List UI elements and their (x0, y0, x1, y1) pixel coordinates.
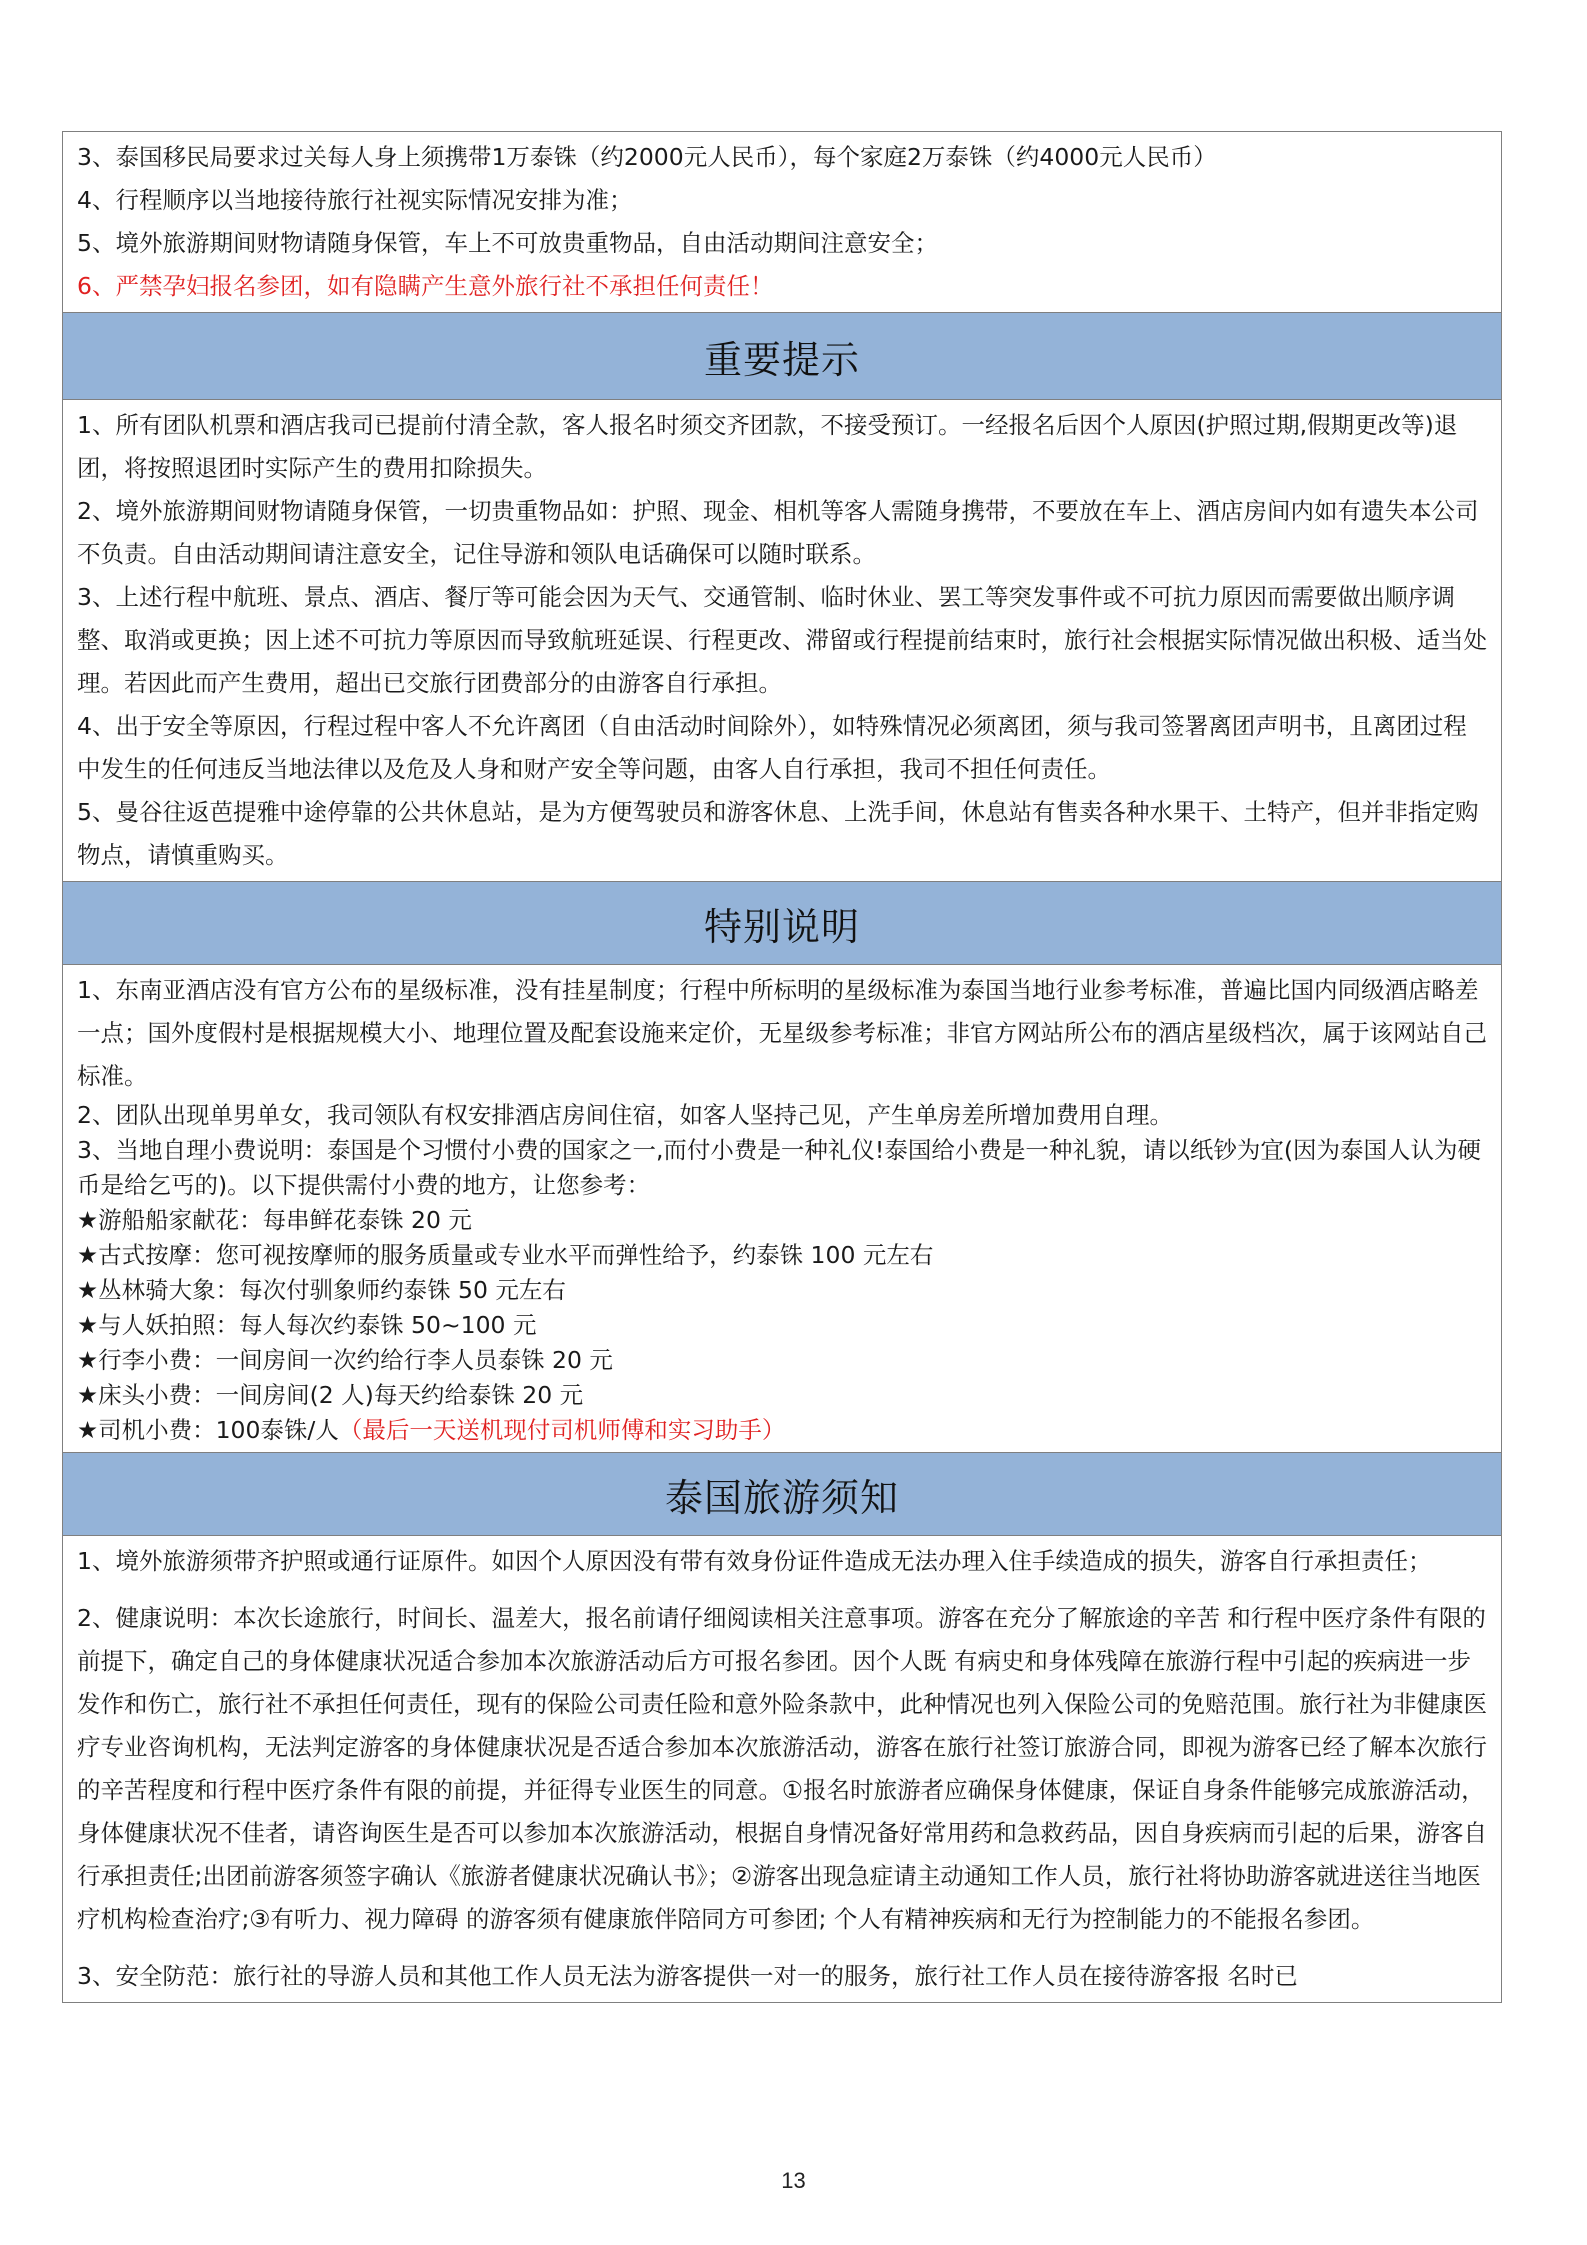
tip-item: ★床头小费：一间房间(2 人)每天约给泰铢 20 元 (77, 1381, 584, 1409)
section-title: 特别说明 (703, 904, 860, 949)
important-item: 5、曼谷往返芭提雅中途停靠的公共休息站，是为方便驾驶员和游客休息、上洗手间，休息站有售卖各种水果干、土特产，但并非指定购物点，请慎重购买。 (77, 798, 1479, 869)
section-title: 重要提示 (703, 337, 860, 382)
section-title: 泰国旅游须知 (664, 1475, 899, 1520)
driver-tip-text: ★司机小费：100泰铢/人 (77, 1416, 339, 1444)
section-header-special (63, 882, 1501, 965)
tip-item-driver (77, 1413, 1489, 1448)
special-item: 3、当地自理小费说明：泰国是个习惯付小费的国家之一,而付小费是一种礼仪!泰国给小费是一种礼貌，请以纸钞为宜(因为泰国人认为硬币是给乞丐的)。以下提供需付小费的地方，让您参考： (77, 1136, 1482, 1199)
notice-block (63, 1536, 1501, 2002)
special-item: 2、团队出现单男单女，我司领队有权安排酒店房间住宿，如客人坚持己见，产生单房差所增加费用自理。 (77, 1101, 1173, 1129)
important-item: 3、上述行程中航班、景点、酒店、餐厅等可能会因为天气、交通管制、临时休业、罢工等突发事件或不可抗力原因而需要做出顺序调整、取消或更换；因上述不可抗力等原因而导致航班延误、行程更改、滞留或行程提前结束时，旅行社会根据实际情况做出积极、适当处理。若因此而产生费用，超出已交旅行团费部分的由游客自行承担。 (77, 583, 1487, 697)
note-6-warning: 6、严禁孕妇报名参团，如有隐瞒产生意外旅行社不承担任何责任！ (77, 272, 774, 300)
tip-item: ★古式按摩：您可视按摩师的服务质量或专业水平而弹性给予，约泰铢 100 元左右 (77, 1241, 934, 1269)
note-3: 3、泰国移民局要求过关每人身上须携带1万泰铢（约2000元人民币），每个家庭2万泰铢（约4000元人民币） (77, 143, 1217, 171)
special-block (63, 965, 1501, 1453)
section-header-important (63, 313, 1501, 400)
tip-item: ★丛林骑大象：每次付驯象师约泰铢 50 元左右 (77, 1276, 566, 1304)
notice-item: 1、境外旅游须带齐护照或通行证原件。如因个人原因没有带有效身份证件造成无法办理入住手续造成的损失，游客自行承担责任； (77, 1547, 1432, 1575)
document-frame (62, 131, 1502, 2003)
tip-item: ★与人妖拍照：每人每次约泰铢 50~100 元 (77, 1311, 537, 1339)
important-item: 4、出于安全等原因，行程过程中客人不允许离团（自由活动时间除外），如特殊情况必须离团，须与我司签署离团声明书，且离团过程中发生的任何违反当地法律以及危及人身和财产安全等问题，由客人自行承担，我司不担任何责任。 (77, 712, 1467, 783)
important-item: 1、所有团队机票和酒店我司已提前付清全款，客人报名时须交齐团款，不接受预订。一经报名后因个人原因(护照过期,假期更改等)退团，将按照退团时实际产生的费用扣除损失。 (77, 411, 1458, 482)
note-5: 5、境外旅游期间财物请随身保管，车上不可放贵重物品，自由活动期间注意安全； (77, 229, 938, 257)
page-number: 13 (781, 2168, 806, 2193)
important-item: 2、境外旅游期间财物请随身保管，一切贵重物品如：护照、现金、相机等客人需随身携带，不要放在车上、酒店房间内如有遗失本公司不负责。自由活动期间请注意安全，记住导游和领队电话确保可以随时联系。 (77, 497, 1479, 568)
note-4: 4、行程顺序以当地接待旅行社视实际情况安排为准； (77, 186, 633, 214)
tip-item: ★游船船家献花：每串鲜花泰铢 20 元 (77, 1206, 472, 1234)
notes-block (63, 132, 1501, 313)
important-block (63, 400, 1501, 882)
notice-item: 3、安全防范：旅行社的导游人员和其他工作人员无法为游客提供一对一的服务，旅行社工作人员在接待游客报 名时已 (77, 1962, 1298, 1990)
section-header-notice (63, 1453, 1501, 1536)
special-item: 1、东南亚酒店没有官方公布的星级标准，没有挂星制度；行程中所标明的星级标准为泰国当地行业参考标准，普遍比国内同级酒店略差一点；国外度假村是根据规模大小、地理位置及配套设施来定价，无星级参考标准；非官方网站所公布的酒店星级档次，属于该网站自己标准。 (77, 976, 1487, 1090)
notice-item: 2、健康说明：本次长途旅行，时间长、温差大，报名前请仔细阅读相关注意事项。游客在充分了解旅途的辛苦 和行程中医疗条件有限的前提下，确定自己的身体健康状况适合参加本次旅游活动后方可报名参团。因个人既 有病史和身体残障在旅游行程中引起的疾病进一步发作和伤亡，旅行社不承担任何责任，现有的保险公司责任险和意外险条款中，此种情况也列入保险公司的免赔范围。旅行社为非健康医疗专业咨询机构，无法判定游客的身体健康状况是否适合参加本次旅游活动，游客在旅行社签订旅游合同，即视为游客已经了解本次旅行的辛苦程度和行程中医疗条件有限的前提，并征得专业医生的同意。①报名时旅游者应确保身体健康，保证自身条件能够完成旅游活动，身体健康状况不佳者，请咨询医生是否可以参加本次旅游活动，根据自身情况备好常用药和急救药品，因自身疾病而引起的后果，游客自行承担责任;出团前游客须签字确认《旅游者健康状况确认书》；②游客出现急症请主动通知工作人员，旅行社将协助游客就进送往当地医疗机构检查治疗;③有听力、视力障碍 的游客须有健康旅伴陪同方可参团; 个人有精神疾病和无行为控制能力的不能报名参团。 (77, 1604, 1487, 1933)
tip-item: ★行李小费：一间房间一次约给行李人员泰铢 20 元 (77, 1346, 613, 1374)
driver-tip-note: （最后一天送机现付司机师傅和实习助手） (338, 1416, 786, 1444)
